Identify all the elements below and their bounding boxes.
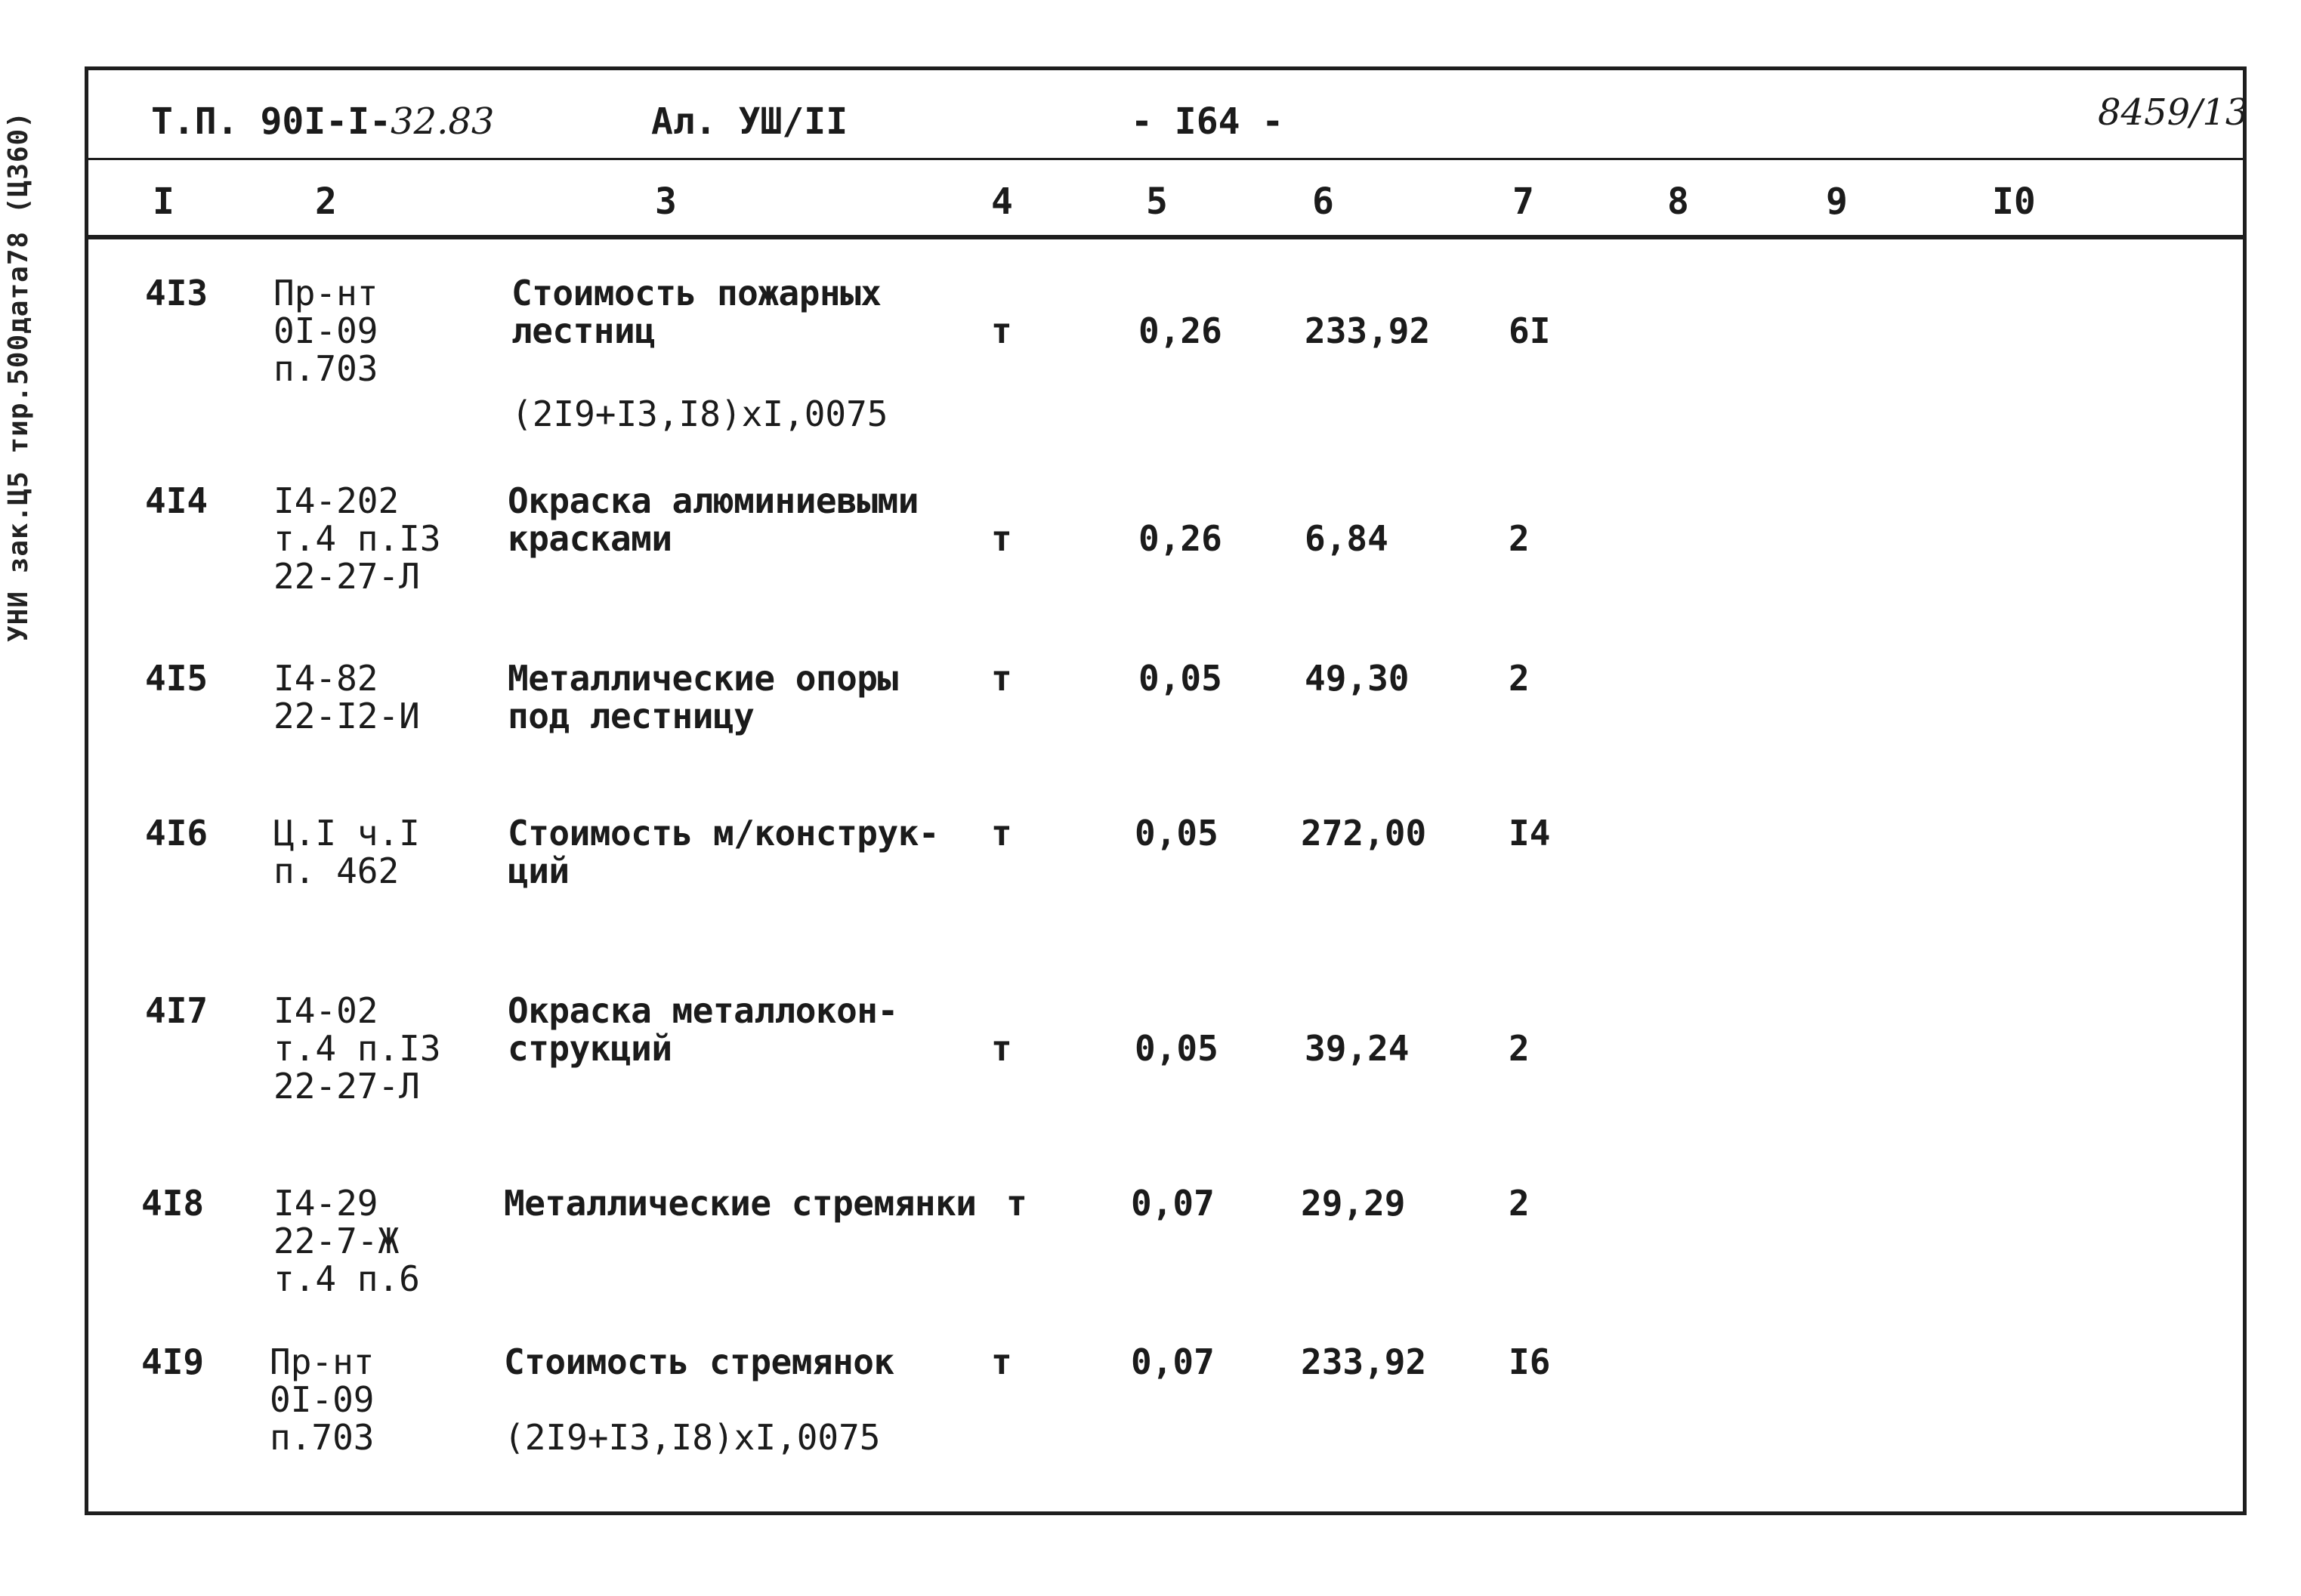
column-header: I0 (1992, 181, 2036, 223)
total-cost: 2 (1509, 518, 1530, 559)
row-number: 4I7 (145, 990, 208, 1031)
desc-line: Стоимость м/конструк- (508, 813, 940, 854)
ref-line: I4-02 (273, 990, 378, 1031)
ref-line: т.4 п.I3 (273, 518, 441, 559)
unit-price: 6,84 (1305, 518, 1388, 559)
row-number: 4I8 (141, 1183, 205, 1224)
work-description (508, 814, 939, 890)
norm-reference (270, 1343, 374, 1456)
work-description (508, 482, 919, 557)
desc-line: Металлические опоры (508, 658, 898, 699)
quantity: 0,26 (1138, 310, 1222, 351)
column-header: 4 (991, 181, 1013, 223)
calc-formula: (2I9+I3,I8)xI,0075 (511, 394, 888, 434)
total-cost: 6I (1509, 310, 1551, 351)
table-frame (85, 66, 2247, 1515)
ref-line: 22-7-Ж (273, 1221, 400, 1261)
unit: т (991, 518, 1012, 559)
calc-formula: (2I9+I3,I8)xI,0075 (504, 1417, 881, 1458)
desc-line: красками (508, 518, 672, 559)
norm-reference (273, 659, 420, 735)
desc-line: Стоимость пожарных (511, 273, 882, 313)
unit-price: 233,92 (1301, 1341, 1427, 1382)
desc-line: лестниц (511, 310, 656, 351)
column-header: 2 (315, 181, 337, 223)
column-header: 6 (1312, 181, 1334, 223)
total-cost: 2 (1509, 658, 1530, 699)
ref-line: Ц.I ч.I (273, 813, 420, 854)
unit-price: 233,92 (1305, 310, 1431, 351)
norm-reference (273, 992, 441, 1105)
unit: т (991, 1028, 1012, 1069)
unit-price: 39,24 (1305, 1028, 1410, 1069)
quantity: 0,05 (1135, 1028, 1218, 1069)
quantity: 0,26 (1138, 518, 1222, 559)
column-header: 5 (1146, 181, 1168, 223)
unit: т (1006, 1183, 1027, 1224)
total-cost: I6 (1509, 1341, 1551, 1382)
desc-line: ций (508, 850, 570, 891)
norm-reference (273, 274, 378, 387)
quantity: 0,07 (1131, 1183, 1215, 1224)
album-label: Ал. УШ/II (651, 100, 848, 143)
stamp-number: 8459/13 (2098, 91, 2249, 134)
page-number: - I64 - (1131, 100, 1284, 143)
unit-price: 272,00 (1301, 813, 1427, 854)
ref-line: 22-I2-И (273, 696, 420, 736)
ref-line: 0I-09 (273, 310, 378, 351)
unit: т (991, 1341, 1012, 1382)
norm-reference (273, 1184, 420, 1298)
document-header (88, 70, 2249, 160)
quantity: 0,05 (1135, 813, 1218, 854)
ref-line: 22-27-Л (273, 1066, 420, 1107)
row-number: 4I6 (145, 813, 208, 854)
row-number: 4I5 (145, 658, 208, 699)
ref-line: I4-202 (273, 480, 400, 521)
desc-line: под лестницу (508, 696, 755, 736)
column-header: 3 (655, 181, 677, 223)
ref-line: п.703 (270, 1417, 375, 1458)
ref-line: Пр-нт (270, 1341, 375, 1382)
total-cost: I4 (1509, 813, 1551, 854)
doc-code-prefix: Т.П. 90I-I- (151, 100, 391, 143)
ref-line: Пр-нт (273, 273, 378, 313)
column-header: 7 (1512, 181, 1534, 223)
ref-line: п. 462 (273, 850, 400, 891)
unit: т (991, 813, 1012, 854)
column-header-row (88, 158, 2243, 239)
work-description (508, 992, 898, 1067)
work-description (511, 274, 882, 350)
desc-line: струкций (508, 1028, 672, 1069)
ref-line: т.4 п.6 (273, 1258, 420, 1299)
unit-price: 49,30 (1305, 658, 1410, 699)
ref-line: 0I-09 (270, 1379, 375, 1420)
desc-line: Стоимость стремянок (504, 1341, 894, 1382)
work-description (504, 1184, 976, 1222)
work-description (504, 1343, 894, 1381)
side-print-note: УНИ зак.Ц5 тир.500дата78 (ЦЗ60) (3, 111, 34, 642)
desc-line: Металлические стремянки (504, 1183, 977, 1224)
norm-reference (273, 814, 420, 890)
row-number: 4I9 (141, 1341, 205, 1382)
row-number: 4I4 (145, 480, 208, 521)
ref-line: 22-27-Л (273, 556, 420, 597)
column-header: 9 (1826, 181, 1848, 223)
desc-line: Окраска металлокон- (508, 990, 898, 1031)
unit: т (991, 658, 1012, 699)
norm-reference (273, 482, 441, 595)
ref-line: п.703 (273, 348, 378, 389)
total-cost: 2 (1509, 1028, 1530, 1069)
ref-line: I4-82 (273, 658, 378, 699)
desc-line: Окраска алюминиевыми (508, 480, 919, 521)
unit-price: 29,29 (1301, 1183, 1406, 1224)
doc-code-suffix: 32.83 (391, 100, 495, 143)
ref-line: I4-29 (273, 1183, 378, 1224)
row-number: 4I3 (145, 273, 208, 313)
column-header: I (153, 181, 175, 223)
quantity: 0,07 (1131, 1341, 1215, 1382)
quantity: 0,05 (1138, 658, 1222, 699)
ref-line: т.4 п.I3 (273, 1028, 441, 1069)
work-description (508, 659, 898, 735)
total-cost: 2 (1509, 1183, 1530, 1224)
unit: т (991, 310, 1012, 351)
column-header: 8 (1667, 181, 1689, 223)
